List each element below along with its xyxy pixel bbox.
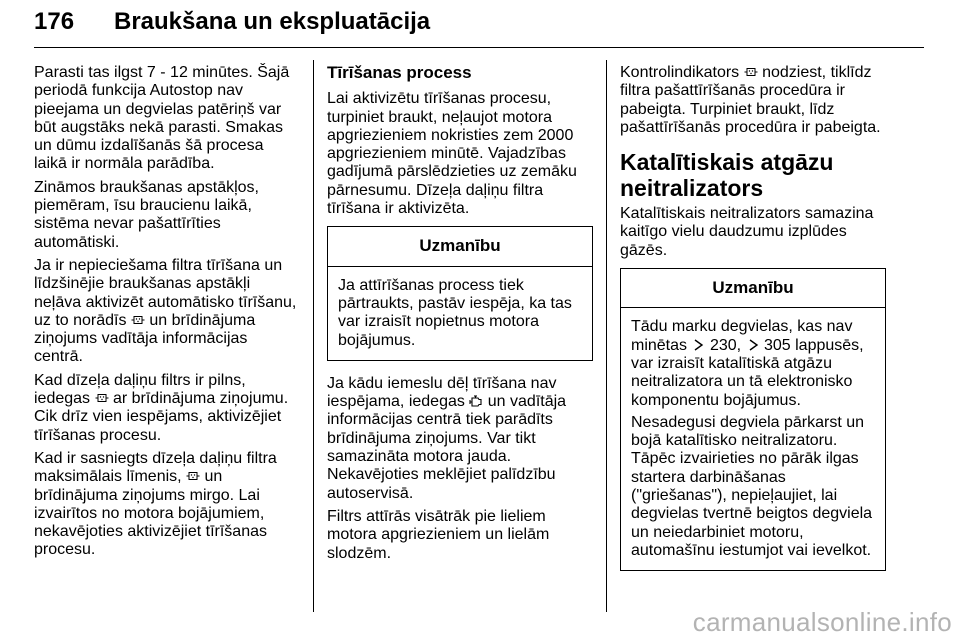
caution-title: Uzmanību <box>621 269 885 308</box>
dpf-warning-icon <box>186 469 200 483</box>
caution-text: Ja attīrīšanas process tiek pārtraukts, pastāv iespēja, ka tas var izraisīt nopietnus motora bojājumus. <box>338 276 572 349</box>
dpf-warning-icon <box>95 391 109 405</box>
page-header <box>34 6 924 46</box>
column-2 <box>327 64 593 568</box>
page-reference[interactable]: 305 lappusēs, <box>763 336 864 354</box>
text: var izraisīt katalītiskā atgāzu neitralizatora un tā elektronisko komponentu bojājumus. <box>631 354 853 409</box>
paragraph: Filtrs attīrās visātrāk pie lieliem motora apgriezieniem un lielām slodzēm. <box>327 507 550 562</box>
text: nodziest, tiklīdz filtra pašattīrīšanās procedūra ir pabeigta. Turpiniet braukt, līdz pašattīrīšanās procedūra ir pabeigta. <box>620 64 881 136</box>
section-heading: Katalītiskais atgāzu neitralizators <box>620 149 834 202</box>
page-reference-icon <box>746 338 760 352</box>
dpf-warning-icon <box>744 65 758 79</box>
engine-service-icon <box>469 394 483 408</box>
text: Ja ir nepieciešama filtra tīrīšana un līdzšinējie braukšanas apstākļi neļāva aktivizēt automātisko tīrīšanu, uz to norādīs <box>34 256 297 329</box>
caution-box <box>620 268 886 571</box>
text: Kad ir sasniegts dīzeļa daļiņu filtra maksimālais līmenis, <box>34 449 277 486</box>
header-rule <box>34 47 924 48</box>
column-3 <box>620 64 886 585</box>
paragraph: Katalītiskais neitralizators samazina kaitīgo vielu daudzumu izplūdes gāzēs. <box>620 205 874 259</box>
text: un brīdinājuma ziņojums mirgo. Lai izvairītos no motora bojājumiem, nekavējoties aktivizējiet tīrīšanas procesu. <box>34 468 267 559</box>
watermark: carmanualsonline.info <box>692 607 952 637</box>
caution-body <box>621 308 885 570</box>
page-title: Braukšana un ekspluatācija <box>114 8 431 35</box>
text: un vadītāja informācijas centrā tiek parādīts brīdinājuma ziņojums. Var tikt samazināta motora jauda. Nekavējoties meklējiet palīdzību autoservisā. <box>327 393 567 502</box>
dpf-warning-icon <box>131 313 145 327</box>
text: Kad dīzeļa daļiņu filtrs ir pilns, iedegas <box>34 371 246 408</box>
paragraph <box>34 372 300 445</box>
column-divider <box>606 60 607 612</box>
page-number: 176 <box>34 8 75 35</box>
page-reference[interactable]: 230, <box>709 336 742 354</box>
caution-text <box>631 318 875 409</box>
section-heading: Tīrīšanas process <box>327 63 472 82</box>
caution-body <box>328 267 592 360</box>
text: Tādu marku degvielas, kas nav minētas <box>631 318 853 354</box>
paragraph: Lai aktivizētu tīrīšanas procesu, turpiniet braukt, neļaujot motora apgriezieniem nokristies zem 2000 apgriezieniem minūtē. Vajadzības gadījumā pārslēdzieties uz zemāku pārnesumu. Dīzeļa daļiņu filtra tīrīšana ir aktivizēta. <box>327 90 577 218</box>
caution-box <box>327 226 593 360</box>
text: un brīdinājuma ziņojums vadītāja informācijas centrā. <box>34 311 256 366</box>
text: Ja kādu iemeslu dēļ tīrīšana nav iespējama, iedegas <box>327 374 557 411</box>
text: ar brīdinājuma ziņojumu. Cik drīz vien iespējams, aktivizējiet tīrīšanas procesu. <box>34 390 289 444</box>
caution-title: Uzmanību <box>328 227 592 266</box>
column-1 <box>34 64 300 565</box>
caution-text: Nesadegusi degviela pārkarst un bojā katalītisko neitralizatoru. Tāpēc izvairieties no pārāk ilgas startera darbināšanas ("griešanas"), nepieļaujiet, lai degvielas tvertnē beigtos degviela un neiedarbiniet motoru, automašīnu iestumjot vai ievelkot. <box>631 413 873 559</box>
paragraph <box>34 450 300 560</box>
text: Kontrolindikators <box>620 64 740 81</box>
paragraph <box>620 64 886 137</box>
column-divider <box>313 60 314 612</box>
page-reference-icon <box>691 338 705 352</box>
paragraph: Parasti tas ilgst 7 - 12 minūtes. Šajā periodā funkcija Autostop nav pieejama un degvielas patēriņš var būt augstāks nekā parasti. Smakas un dūmu izdalīšanās šā procesa laikā ir normāla parādība. <box>34 64 290 173</box>
paragraph <box>34 257 300 367</box>
paragraph <box>327 375 593 503</box>
paragraph: Zināmos braukšanas apstākļos, piemēram, īsu braucienu laikā, sistēma nevar pašattīrīties automātiski. <box>34 178 259 251</box>
